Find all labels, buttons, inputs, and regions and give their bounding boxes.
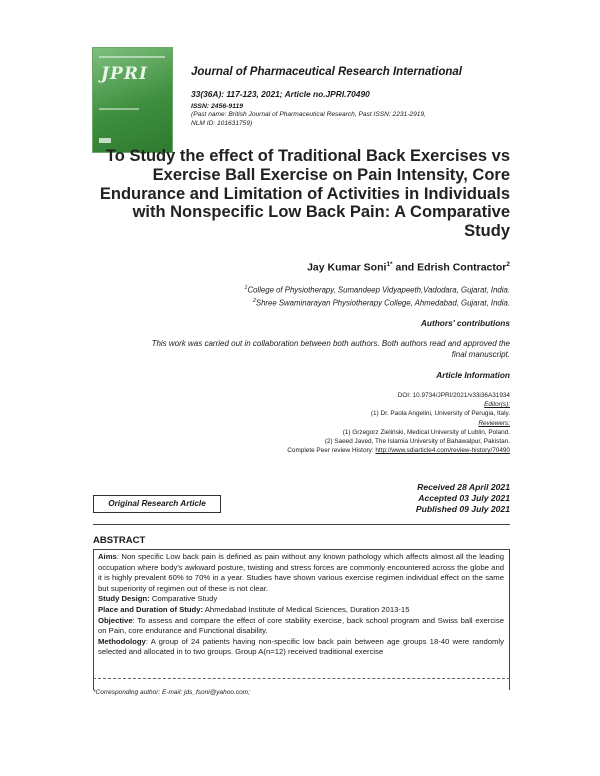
cover-stripe (99, 56, 165, 58)
affil-text: College of Physiotherapy, Sumandeep Vidyapeeth,Vadodara, Gujarat, India. (247, 285, 510, 295)
cover-tag (99, 138, 111, 143)
journal-nlm-id: NLM ID: 101631759) (191, 119, 253, 127)
aims-text: : Non specific Low back pain is defined as pain without any known pathology which affects almost all the leading occupation where body's awkward posture, twisting and stress forces are commonly encountered across the globe and it is highly prevalent 60% to 70% in a year. Studies have shown various exercise regimen individual effect on the same but superiority of regimen out of these is not clear. (98, 552, 504, 593)
editor: (1) Dr. Paola Angelini, University of Perugia, Italy. (370, 410, 510, 418)
review-history-link[interactable]: http://www.sdiarticle4.com/review-history/70490 (375, 447, 510, 455)
affiliation (244, 283, 510, 296)
aims-label: Aims (98, 552, 117, 561)
contributions-heading: Authors' contributions (420, 318, 510, 328)
affil-text: Shree Swaminarayan Physiotherapy College, Ahmedabad, Gujarat, India. (255, 298, 510, 308)
abstract-objective (98, 616, 504, 637)
place-text: Ahmedabad Institute of Medical Sciences, Duration 2013-15 (203, 604, 410, 614)
article-info-heading: Article Information (436, 370, 510, 380)
journal-logo: JPRI (101, 64, 148, 84)
affil-number: 2 (252, 298, 256, 305)
abstract-aims (98, 552, 504, 594)
journal-name: Journal of Pharmaceutical Research International (191, 66, 462, 78)
published-date: Published 09 July 2021 (415, 504, 510, 514)
title-line: To Study the effect of Traditional Back Exercises vs (105, 147, 510, 165)
objective-text: : To assess and compare the effect of core stability exercise, back school program and Swiss ball exercise on Pain, core endurance and Functional disability. (98, 615, 504, 636)
journal-meta (191, 89, 426, 128)
title-line: Exercise Ball Exercise on Pain Intensity, Core (152, 165, 510, 184)
place-label: Place and Duration of Study: (98, 604, 204, 614)
abstract-box (93, 549, 510, 690)
affiliations (244, 283, 510, 309)
footnote-divider (93, 678, 510, 679)
design-text: Comparative Study (149, 594, 218, 604)
reviewer: (2) Saeed Javed, The Islamia University of Bahawalpur, Pakistan. (324, 438, 510, 446)
contributions-line: final manuscript. (451, 349, 510, 359)
contributions-text (70, 339, 510, 360)
paper-title (70, 147, 510, 241)
design-label: Study Design: (98, 594, 150, 604)
author-name: Edrish Contractor (417, 261, 507, 274)
reviewer: (1) Grzegorz Zieliński, Medical University of Lublin, Poland. (342, 428, 510, 436)
journal-cover (93, 48, 172, 152)
article-type-badge: Original Research Article (93, 495, 221, 513)
contributions-line: This work was carried out in collaboration between both authors. Both authors read and approved the (151, 339, 510, 348)
affiliation (244, 296, 510, 309)
editors-label: Editor(s): (484, 401, 510, 409)
review-history-label: Complete Peer review History: (287, 447, 376, 455)
journal-citation: 33(36A): 117-123, 2021; Article no.JPRI.70490 (191, 89, 370, 99)
reviewers-label: Reviewers: (478, 419, 510, 427)
abstract-body (98, 552, 504, 658)
author-affil-marker: 1* (386, 261, 393, 268)
article-info (287, 391, 510, 455)
author-name: Jay Kumar Soni (307, 261, 387, 274)
cover-stripe (99, 108, 139, 110)
author-joiner: and (392, 261, 418, 274)
title-line: Endurance and Limitation of Activities in Individuals (99, 184, 510, 203)
journal-past-name: (Past name: British Journal of Pharmaceutical Research, Past ISSN: 2231-2919, (191, 111, 426, 118)
abstract-design (98, 594, 504, 605)
title-line: Study (464, 222, 510, 241)
publication-dates (416, 482, 510, 515)
corresponding-author-footnote: *Corresponding author: E-mail: jds_fsoni@yahoo.com; (93, 689, 250, 696)
author-list (307, 261, 510, 274)
objective-label: Objective (98, 615, 133, 625)
received-date: Received 28 April 2021 (417, 482, 510, 492)
divider (93, 524, 510, 525)
author-affil-marker: 2 (506, 261, 510, 268)
affil-number: 1 (244, 285, 248, 291)
review-history (287, 446, 510, 455)
abstract-heading: ABSTRACT (93, 535, 146, 546)
journal-issn: ISSN: 2456-9119 (191, 103, 244, 110)
abstract-methodology (98, 637, 504, 658)
title-line: with Nonspecific Low Back Pain: A Comparative (132, 203, 510, 222)
doi: DOI: 10.9734/JPRI/2021/v33i36A31934 (397, 392, 510, 399)
method-text: : A group of 24 patients having non-specific low back pain between age groups 18-40 were randomly selected and allocated in to two groups. Group A(n=12) received traditional exercise (98, 636, 504, 657)
abstract-place (98, 605, 504, 616)
accepted-date: Accepted 03 July 2021 (418, 493, 510, 503)
method-label: Methodology (98, 636, 146, 646)
